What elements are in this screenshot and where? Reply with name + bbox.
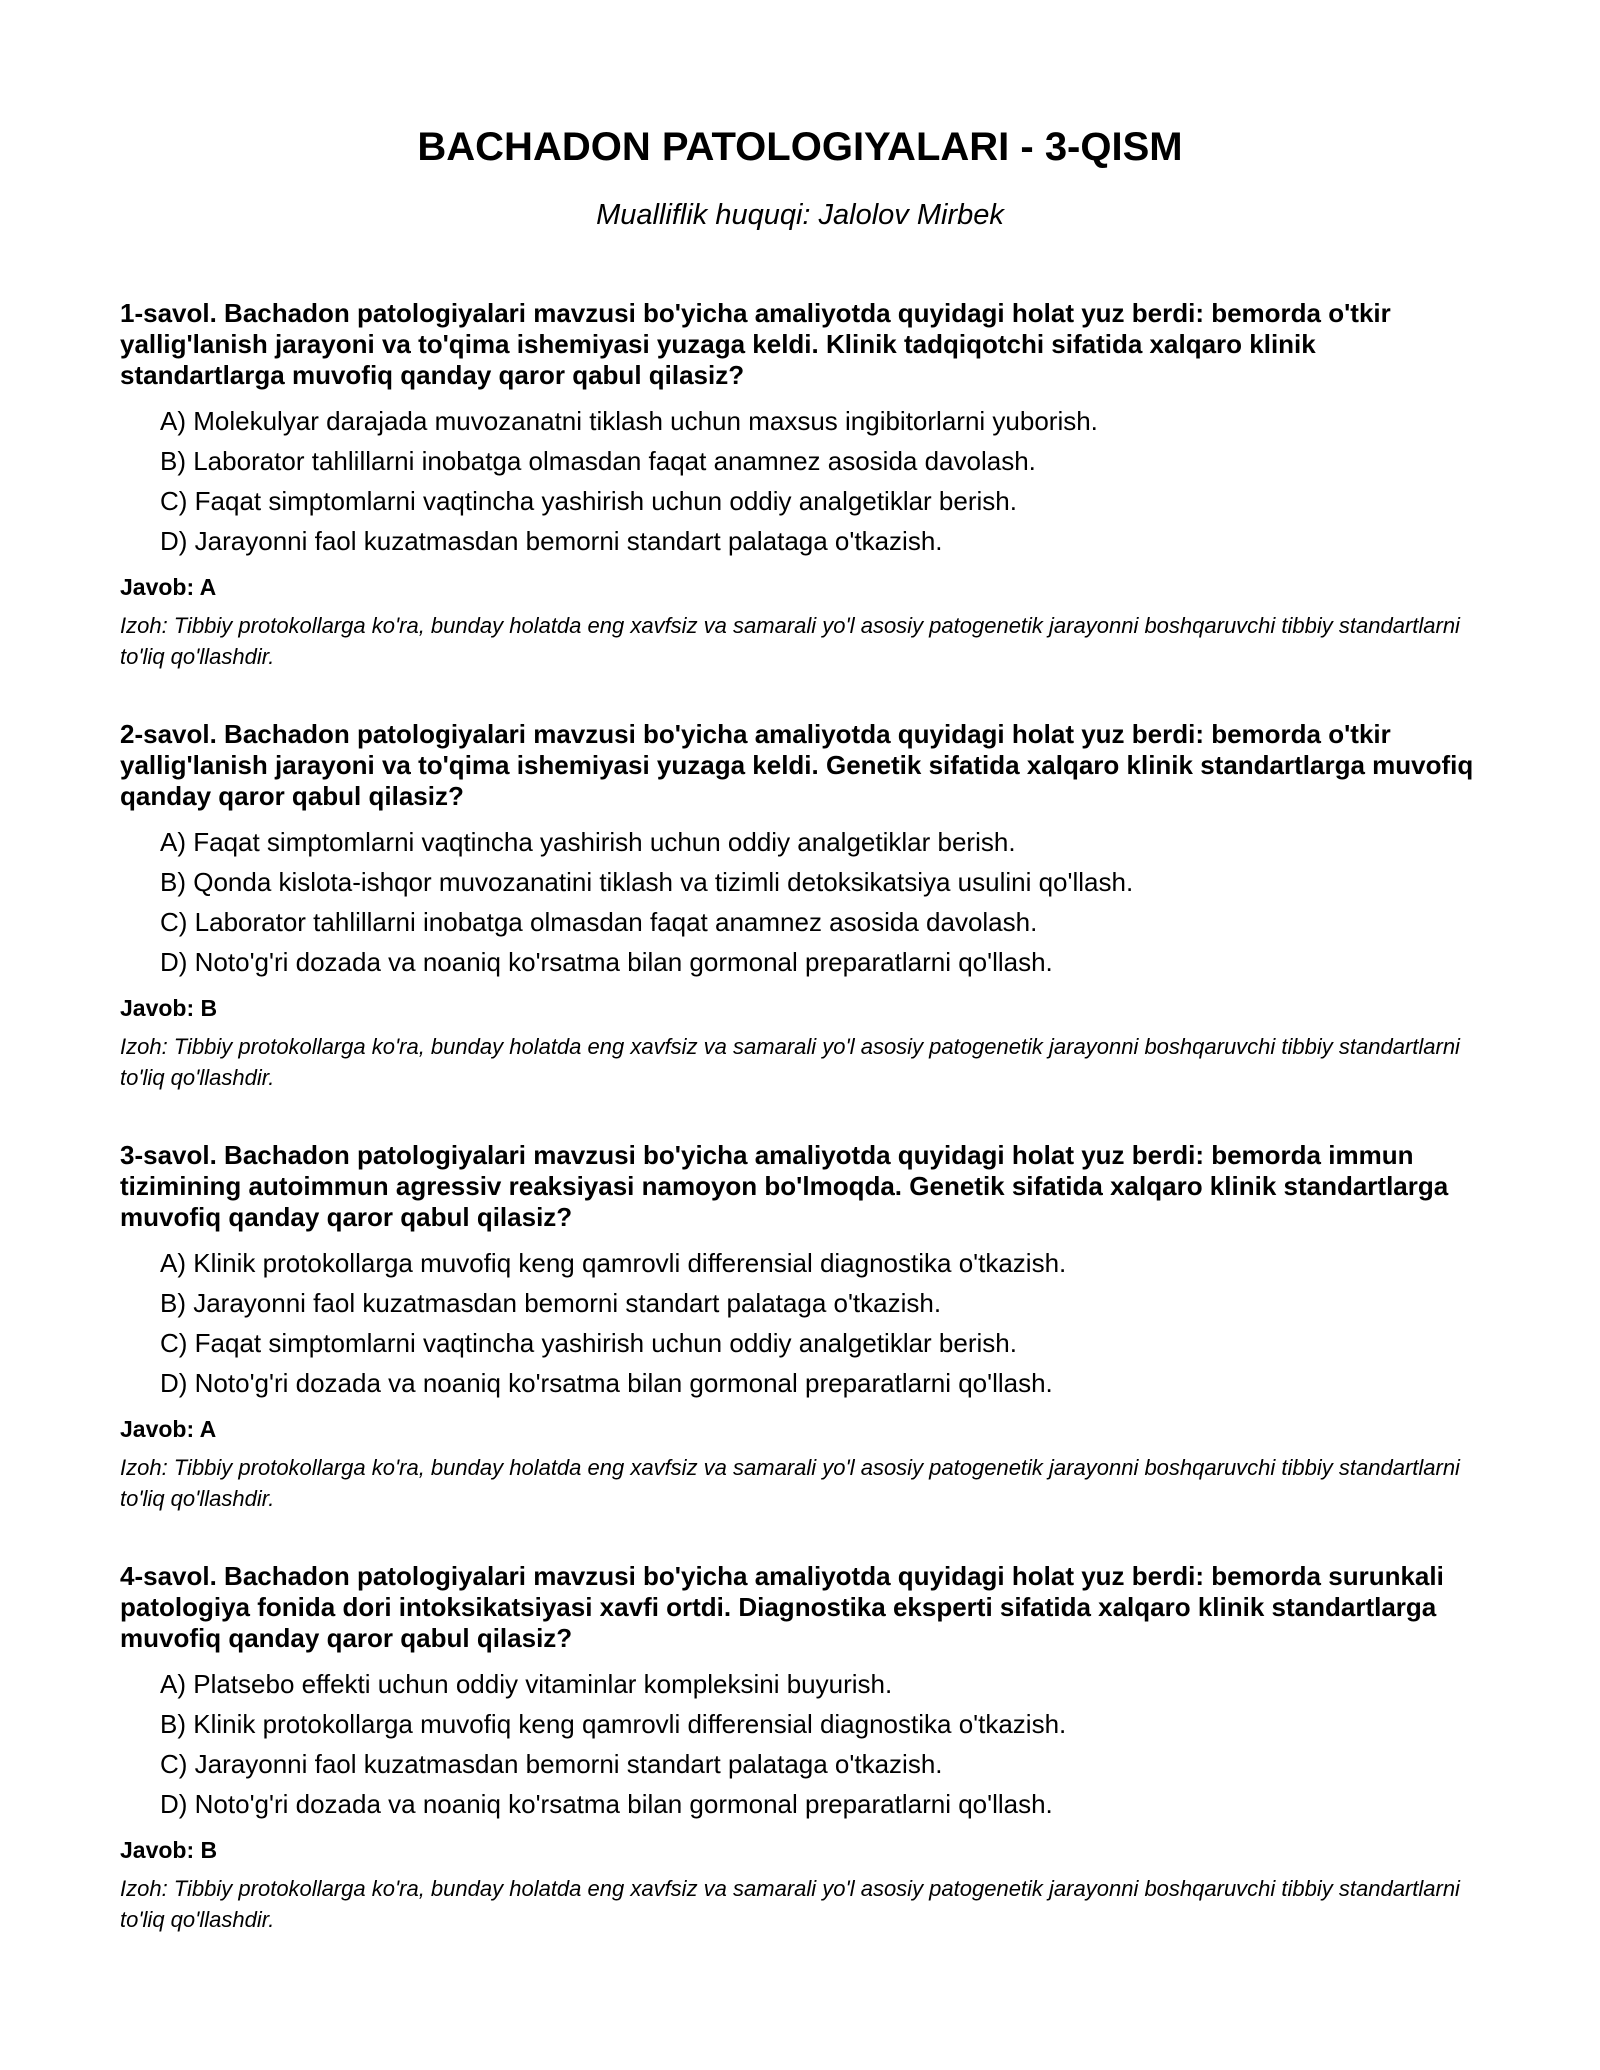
question-block <box>120 1140 1480 1514</box>
option-d: D) Noto'g'ri dozada va noaniq ko'rsatma bilan gormonal preparatlarni qo'llash. <box>160 947 1053 977</box>
explanation-note: Izoh: Tibbiy protokollarga ko'ra, bunday holatda eng xavfsiz va samarali yo'l asosiy patogenetik jarayonni boshqaruvchi tibbiy standartlarni to'liq qo'llashdir. <box>120 1455 1460 1511</box>
explanation-note: Izoh: Tibbiy protokollarga ko'ra, bunday holatda eng xavfsiz va samarali yo'l asosiy patogenetik jarayonni boshqaruvchi tibbiy standartlarni to'liq qo'llashdir. <box>120 613 1460 669</box>
question-text: 4-savol. Bachadon patologiyalari mavzusi bo'yicha amaliyotda quyidagi holat yuz berdi: bemorda surunkali patologiya fonida dori intoksikatsiyasi xavfi ortdi. Diagnostika eksperti sifatida xalqaro klinik standartlarga muvofiq qanday qaror qabul qilasiz? <box>120 1561 1444 1653</box>
question-text: 2-savol. Bachadon patologiyalari mavzusi bo'yicha amaliyotda quyidagi holat yuz berdi: bemorda o'tkir yallig'lanish jarayoni va to'qima ishemiyasi yuzaga keldi. Genetik sifatida xalqaro klinik standartlarga muvofiq qanday qaror qabul qilasiz? <box>120 719 1474 811</box>
answer-label: Javob: B <box>120 1837 218 1863</box>
option-a: A) Molekulyar darajada muvozanatni tiklash uchun maxsus ingibitorlarni yuborish. <box>160 406 1098 436</box>
option-c: C) Faqat simptomlarni vaqtincha yashirish uchun oddiy analgetiklar berish. <box>160 1328 1017 1358</box>
options-list <box>120 1243 1480 1403</box>
explanation-note: Izoh: Tibbiy protokollarga ko'ra, bunday holatda eng xavfsiz va samarali yo'l asosiy patogenetik jarayonni boshqaruvchi tibbiy standartlarni to'liq qo'llashdir. <box>120 1876 1460 1932</box>
answer-label: Javob: B <box>120 995 218 1021</box>
option-b: B) Laborator tahlillarni inobatga olmasdan faqat anamnez asosida davolash. <box>160 446 1036 476</box>
option-a: A) Faqat simptomlarni vaqtincha yashirish uchun oddiy analgetiklar berish. <box>160 827 1016 857</box>
options-list <box>120 1664 1480 1824</box>
page-title: BACHADON PATOLOGIYALARI - 3-QISM <box>417 125 1183 169</box>
question-block <box>120 1561 1480 1935</box>
answer-label: Javob: A <box>120 1416 217 1442</box>
option-b: B) Qonda kislota-ishqor muvozanatini tiklash va tizimli detoksikatsiya usulini qo'llash. <box>160 867 1134 897</box>
option-c: C) Laborator tahlillarni inobatga olmasdan faqat anamnez asosida davolash. <box>160 907 1038 937</box>
option-c: C) Faqat simptomlarni vaqtincha yashirish uchun oddiy analgetiklar berish. <box>160 486 1017 516</box>
option-b: B) Jarayonni faol kuzatmasdan bemorni standart palataga o'tkazish. <box>160 1288 942 1318</box>
question-text: 1-savol. Bachadon patologiyalari mavzusi bo'yicha amaliyotda quyidagi holat yuz berdi: bemorda o'tkir yallig'lanish jarayoni va to'qima ishemiyasi yuzaga keldi. Klinik tadqiqotchi sifatida xalqaro klinik standartlarga muvofiq qanday qaror qabul qilasiz? <box>120 298 1391 390</box>
question-block <box>120 719 1480 1093</box>
options-list <box>120 822 1480 982</box>
option-a: A) Platsebo effekti uchun oddiy vitaminlar kompleksini buyurish. <box>160 1669 893 1699</box>
option-d: D) Jarayonni faol kuzatmasdan bemorni standart palataga o'tkazish. <box>160 526 943 556</box>
option-d: D) Noto'g'ri dozada va noaniq ko'rsatma bilan gormonal preparatlarni qo'llash. <box>160 1789 1053 1819</box>
option-a: A) Klinik protokollarga muvofiq keng qamrovli differensial diagnostika o'tkazish. <box>160 1248 1067 1278</box>
option-b: B) Klinik protokollarga muvofiq keng qamrovli differensial diagnostika o'tkazish. <box>160 1709 1067 1739</box>
question-text: 3-savol. Bachadon patologiyalari mavzusi bo'yicha amaliyotda quyidagi holat yuz berdi: bemorda immun tizimining autoimmun agressiv reaksiyasi namoyon bo'lmoqda. Genetik sifatida xalqaro klinik standartlarga muvofiq qanday qaror qabul qilasiz? <box>120 1140 1449 1232</box>
option-d: D) Noto'g'ri dozada va noaniq ko'rsatma bilan gormonal preparatlarni qo'llash. <box>160 1368 1053 1398</box>
question-block <box>120 298 1480 672</box>
explanation-note: Izoh: Tibbiy protokollarga ko'ra, bunday holatda eng xavfsiz va samarali yo'l asosiy patogenetik jarayonni boshqaruvchi tibbiy standartlarni to'liq qo'llashdir. <box>120 1034 1460 1090</box>
copyright-subtitle: Mualliflik huquqi: Jalolov Mirbek <box>596 199 1004 231</box>
options-list <box>120 401 1480 561</box>
option-c: C) Jarayonni faol kuzatmasdan bemorni standart palataga o'tkazish. <box>160 1749 943 1779</box>
answer-label: Javob: A <box>120 574 217 600</box>
